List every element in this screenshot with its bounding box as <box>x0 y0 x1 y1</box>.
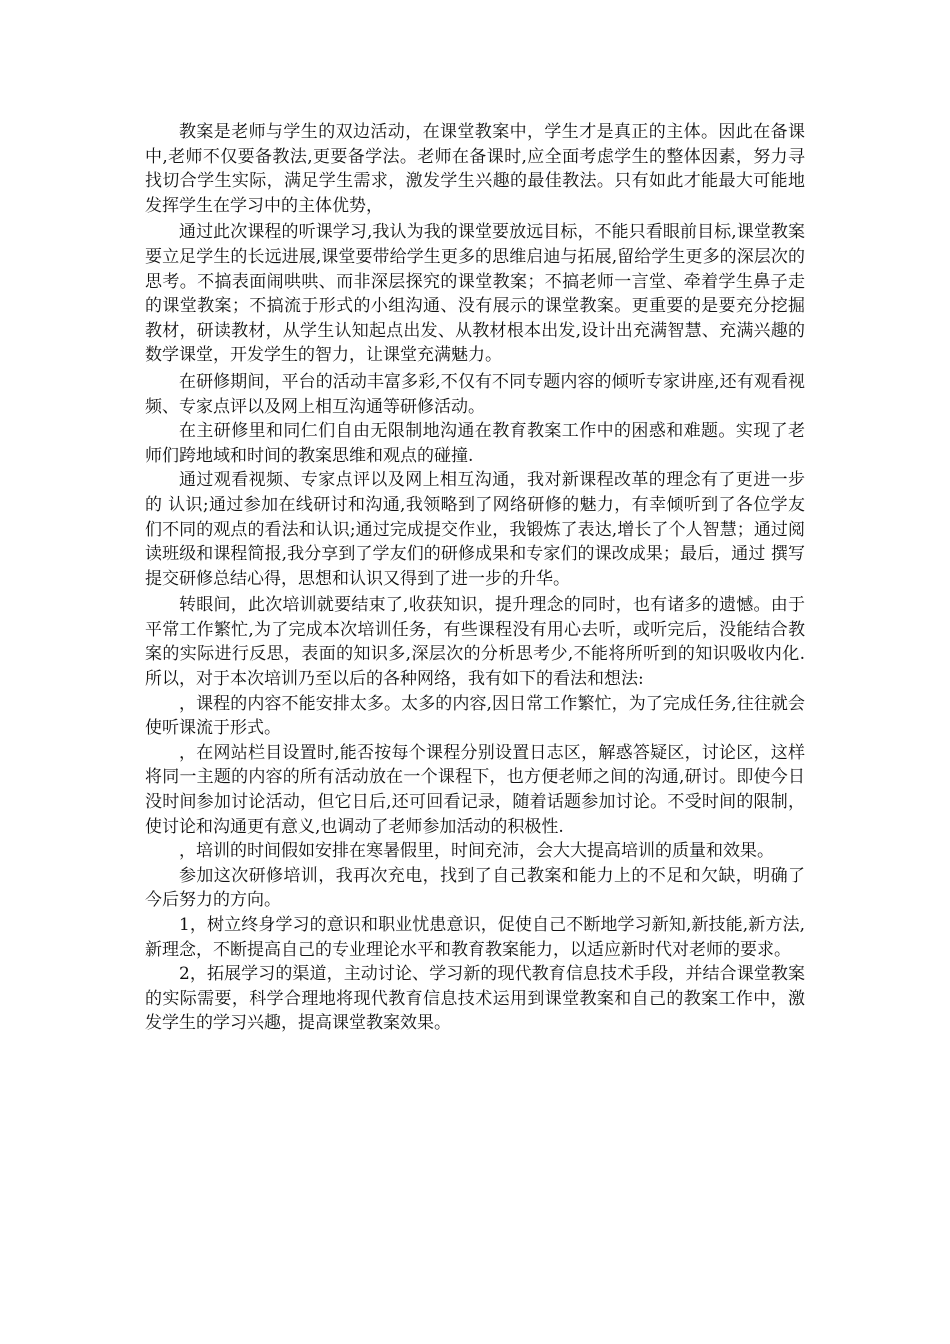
paragraph-5: 通过观看视频、专家点评以及网上相互沟通，我对新课程改革的理念有了更进一步的 认识;通过参加在线研讨和沟通,我领略到了网络研修的魅力，有幸倾听到了各位学友们不同的观点的看法和认识;通过完成提交作业，我锻炼了表达,增长了个人智慧；通过阅读班级和课程简报,我分享到了学友们的研修成果和专家们的课改成果；最后，通过 撰写提交研修总结心得，思想和认识又得到了进一步的升华。 <box>145 470 805 589</box>
paragraph-9: ，培训的时间假如安排在寒暑假里，时间充沛，会大大提高培训的质量和效果。 <box>179 841 774 862</box>
paragraph-10: 参加这次研修培训，我再次充电，找到了自己教案和能力上的不足和欠缺，明确了今后努力的方向。 <box>145 865 805 911</box>
document-body <box>145 120 805 1036</box>
paragraph-11: 1，树立终身学习的意识和职业忧患意识，促使自己不断地学习新知,新技能,新方法,新理念，不断提高自己的专业理论水平和教育教案能力，以适应新时代对老师的要求。 <box>145 915 805 960</box>
paragraph-1: 教案是老师与学生的双边活动，在课堂教案中，学生才是真正的主体。因此在备课中,老师不仅要备教法,更要备学法。老师在备课时,应全面考虑学生的整体因素，努力寻找切合学生实际，满足学生需求，激发学生兴趣的最佳教法。只有如此才能最大可能地发挥学生在学习中的主体优势， <box>145 122 805 216</box>
paragraph-4: 在主研修里和同仁们自由无限制地沟通在教育教案工作中的困惑和难题。实现了老师们跨地域和时间的教案思维和观点的碰撞. <box>145 421 805 466</box>
paragraph-2: 通过此次课程的听课学习,我认为我的课堂要放远目标，不能只看眼前目标,课堂教案要立足学生的长远进展,课堂要带给学生更多的思维启迪与拓展,留给学生更多的深层次的思考。不搞表面闹哄哄、而非深层探究的课堂教案；不搞老师一言堂、牵着学生鼻子走的课堂教案；不搞流于形式的小组沟通、没有展示的课堂教案。更重要的是要充分挖掘教材，研读教材，从学生认知起点出发、从教材根本出发,设计出充满智慧、充满兴趣的数学课堂，开发学生的智力，让课堂充满魅力。 <box>145 222 805 366</box>
paragraph-8: ，在网站栏目设置时,能否按每个课程分别设置日志区，解惑答疑区，讨论区，这样将同一主题的内容的所有活动放在一个课程下，也方便老师之间的沟通,研讨。即使今日没时间参加讨论活动，但它日后,还可回看记录，随着话题参加讨论。不受时间的限制，使讨论和沟通更有意义,也调动了老师参加活动的积极性. <box>145 742 805 837</box>
paragraph-12: 2，拓展学习的渠道，主动讨论、学习新的现代教育信息技术手段，并结合课堂教案的实际需要，科学合理地将现代教育信息技术运用到课堂教案和自己的教案工作中，激发学生的学习兴趣，提高课堂教案效果。 <box>145 964 805 1034</box>
paragraph-7: ，课程的内容不能安排太多。太多的内容,因日常工作繁忙，为了完成任务,往往就会使听课流于形式。 <box>145 693 805 739</box>
paragraph-6: 转眼间，此次培训就要结束了,收获知识，提升理念的同时，也有诸多的遗憾。由于平常工作繁忙,为了完成本次培训任务，有些课程没有用心去听，或听完后，没能结合教案的实际进行反思，表面的知识多,深层次的分析思考少,不能将所听到的知识吸收内化.所以，对于本次培训乃至以后的各种网络，我有如下的看法和想法: <box>145 595 805 690</box>
paragraph-3: 在研修期间，平台的活动丰富多彩,不仅有不同专题内容的倾听专家讲座,还有观看视频、专家点评以及网上相互沟通等研修活动。 <box>145 371 805 417</box>
